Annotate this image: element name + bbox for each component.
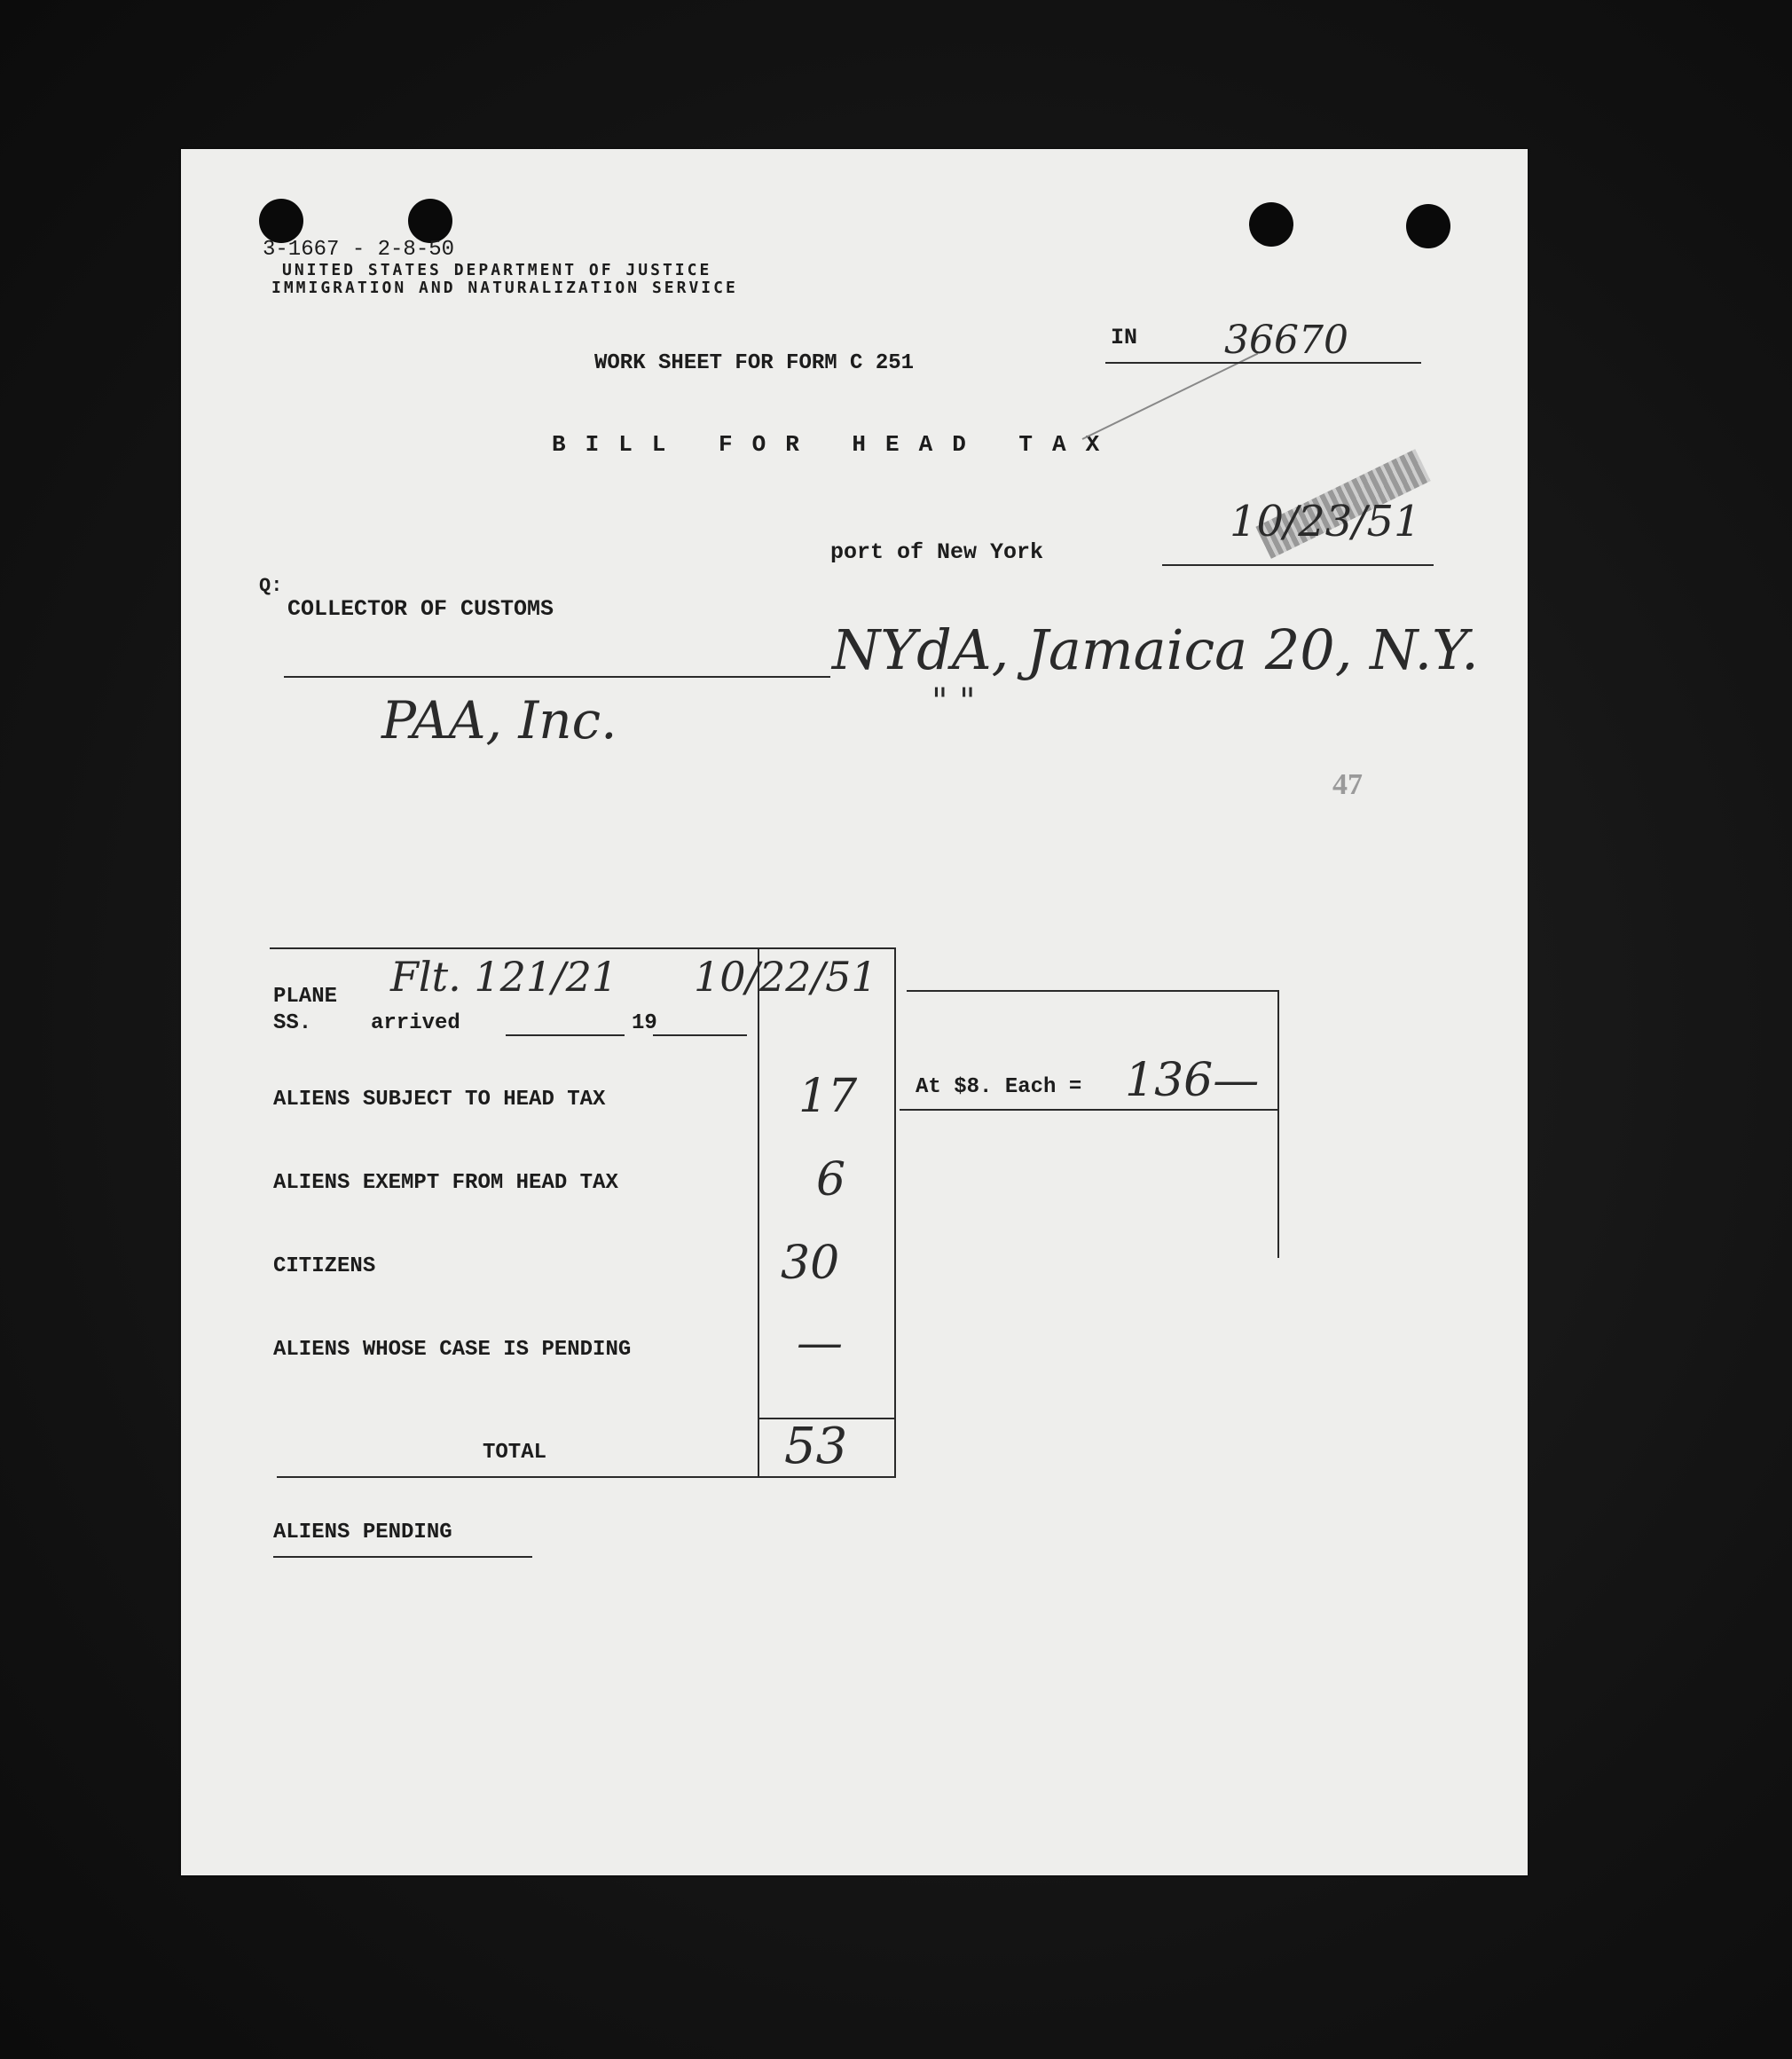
table-top-rule (270, 947, 896, 949)
row-value-citizens: 30 (781, 1237, 840, 1290)
form-code: 3-1667 - 2-8-50 (263, 238, 455, 262)
collector-location: NYdA, Jamaica 20, N.Y. (832, 617, 1479, 682)
collector-underline (284, 676, 830, 678)
rate-box-top (907, 990, 1279, 992)
service-name: IMMIGRATION AND NATURALIZATION SERVICE (271, 279, 738, 297)
document-page (181, 149, 1528, 1875)
to-label: Q: (259, 575, 283, 597)
row-value-subject: 17 (798, 1070, 858, 1123)
aliens-pending-underline (273, 1556, 532, 1558)
year-prefix: 19 (632, 1011, 657, 1035)
total-label: TOTAL (483, 1441, 547, 1465)
row-value-exempt: 6 (816, 1153, 846, 1206)
aliens-pending-label: ALIENS PENDING (273, 1521, 452, 1544)
rate-amount: 136— (1125, 1054, 1260, 1107)
table-col-divider (758, 947, 759, 1476)
arrived-label: arrived (371, 1011, 460, 1035)
worksheet-title: WORK SHEET FOR FORM C 251 (594, 351, 915, 375)
collector-label: COLLECTOR OF CUSTOMS (287, 596, 554, 622)
rate-box-bottom (900, 1109, 1279, 1111)
plane-label: PLANE (273, 985, 338, 1009)
total-value: 53 (784, 1418, 848, 1475)
date-underline (1162, 564, 1434, 566)
in-number-underline (1105, 362, 1421, 364)
carrier-name: PAA, Inc. (381, 690, 617, 751)
row-label-pending: ALIENS WHOSE CASE IS PENDING (273, 1338, 632, 1362)
table-right-border (894, 947, 896, 1476)
ss-label: SS. (273, 1011, 312, 1035)
arrival-date: 10/22/51 (694, 953, 877, 1001)
page-number: 47 (1332, 768, 1363, 801)
row-label-exempt: ALIENS EXEMPT FROM HEAD TAX (273, 1171, 618, 1195)
dept-name: UNITED STATES DEPARTMENT OF JUSTICE (282, 261, 712, 279)
punch-hole (259, 199, 303, 243)
stamp-mark (1082, 353, 1259, 440)
ditto-marks: " " (931, 681, 976, 722)
row-value-pending: — (797, 1316, 843, 1370)
punch-hole (408, 199, 452, 243)
row-label-subject: ALIENS SUBJECT TO HEAD TAX (273, 1088, 606, 1112)
year-blank (653, 1034, 747, 1036)
row-label-citizens: CITIZENS (273, 1254, 376, 1278)
date: 10/23/51 (1230, 497, 1421, 546)
bill-title: BILL FOR HEAD TAX (552, 431, 1120, 458)
flight-number: Flt. 121/21 (390, 953, 618, 1001)
rate-label: At $8. Each = (916, 1075, 1082, 1099)
in-number: 36670 (1224, 318, 1348, 363)
in-label: IN (1111, 325, 1138, 350)
punch-hole (1249, 202, 1293, 247)
port-label: port of New York (830, 539, 1044, 565)
arrived-blank (506, 1034, 625, 1036)
punch-hole (1406, 204, 1450, 248)
rate-box-right (1277, 990, 1279, 1258)
table-bottom-rule (277, 1476, 896, 1478)
